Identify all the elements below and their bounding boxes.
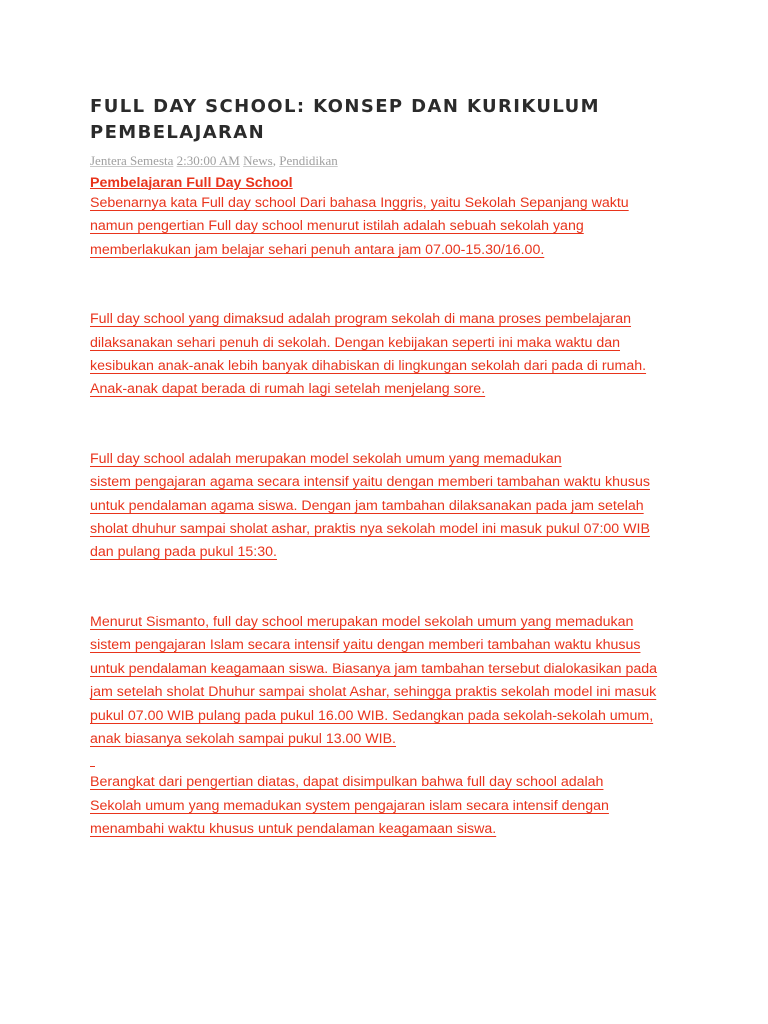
paragraph-line: sistem pengajaran Islam secara intensif yaitu dengan memberi tambahan waktu khusus: [90, 637, 641, 654]
category-link-pendidikan[interactable]: Pendidikan: [279, 153, 338, 168]
post-meta: [90, 153, 690, 169]
title-line-1: FULL DAY SCHOOL: KONSEP DAN KURIKULUM: [90, 96, 600, 117]
paragraph-line: jam setelah sholat Dhuhur sampai sholat Ashar, sehingga praktis sekolah model ini masuk: [90, 684, 657, 701]
paragraph-line: sistem pengajaran agama secara intensif yaitu dengan memberi tambahan waktu khusus: [90, 474, 650, 491]
empty-link-underline[interactable]: [90, 753, 690, 771]
paragraph-line: Sebenarnya kata Full day school Dari bahasa Inggris, yaitu Sekolah Sepanjang waktu: [90, 195, 629, 211]
paragraph-line: namun pengertian Full day school menurut istilah adalah sebuah sekolah yang: [90, 218, 584, 235]
article-title: [90, 94, 690, 146]
article: [90, 94, 690, 842]
paragraph-line: anak biasanya sekolah sampai pukul 13.00 WIB.: [90, 730, 397, 747]
paragraph-1[interactable]: [90, 192, 690, 262]
paragraph-line: Sekolah umum yang memadukan system pengajaran islam secara intensif dengan: [90, 797, 609, 814]
category-link-news[interactable]: News: [243, 153, 273, 168]
category-separator: ,: [272, 153, 276, 168]
post-time-link[interactable]: 2:30:00 AM: [176, 153, 240, 168]
title-line-2: PEMBELAJARAN: [90, 122, 266, 143]
paragraph-2[interactable]: [90, 308, 690, 402]
author-link[interactable]: Jentera Semesta: [90, 153, 174, 168]
paragraph-3[interactable]: [90, 448, 690, 565]
paragraph-line: dan pulang pada pukul 15:30.: [90, 544, 277, 561]
paragraph-5[interactable]: [90, 771, 690, 841]
paragraph-line: Berangkat dari pengertian diatas, dapat disimpulkan bahwa full day school adalah: [90, 774, 604, 791]
paragraph-line: memberlakukan jam belajar sehari penuh antara jam 07.00-15.30/16.00.: [90, 241, 545, 258]
section-heading-link[interactable]: Pembelajaran Full Day School: [90, 175, 293, 191]
paragraph-line: untuk pendalaman keagamaan siswa. Biasanya jam tambahan tersebut dialokasikan pada: [90, 660, 658, 677]
paragraph-4[interactable]: [90, 611, 690, 751]
paragraph-line: Full day school adalah merupakan model sekolah umum yang memadukan: [90, 450, 562, 467]
paragraph-line: Anak-anak dapat berada di rumah lagi setelah menjelang sore.: [90, 381, 486, 398]
paragraph-line: untuk pendalaman agama siswa. Dengan jam tambahan dilaksanakan pada jam setelah: [90, 497, 644, 514]
paragraph-line: Full day school yang dimaksud adalah program sekolah di mana proses pembelajaran: [90, 311, 632, 328]
paragraph-line: menambahi waktu khusus untuk pendalaman keagamaan siswa.: [90, 821, 497, 838]
paragraph-line: pukul 07.00 WIB pulang pada pukul 16.00 WIB. Sedangkan pada sekolah-sekolah umum,: [90, 707, 654, 724]
paragraph-line: kesibukan anak-anak lebih banyak dihabiskan di lingkungan sekolah dari pada di rumah.: [90, 358, 647, 375]
paragraph-line: dilaksanakan sehari penuh di sekolah. Dengan kebijakan seperti ini maka waktu dan: [90, 334, 621, 351]
paragraph-line: Menurut Sismanto, full day school merupakan model sekolah umum yang memadukan: [90, 613, 634, 630]
paragraph-line: sholat dhuhur sampai sholat ashar, praktis nya sekolah model ini masuk pukul 07:00 WIB: [90, 521, 650, 538]
